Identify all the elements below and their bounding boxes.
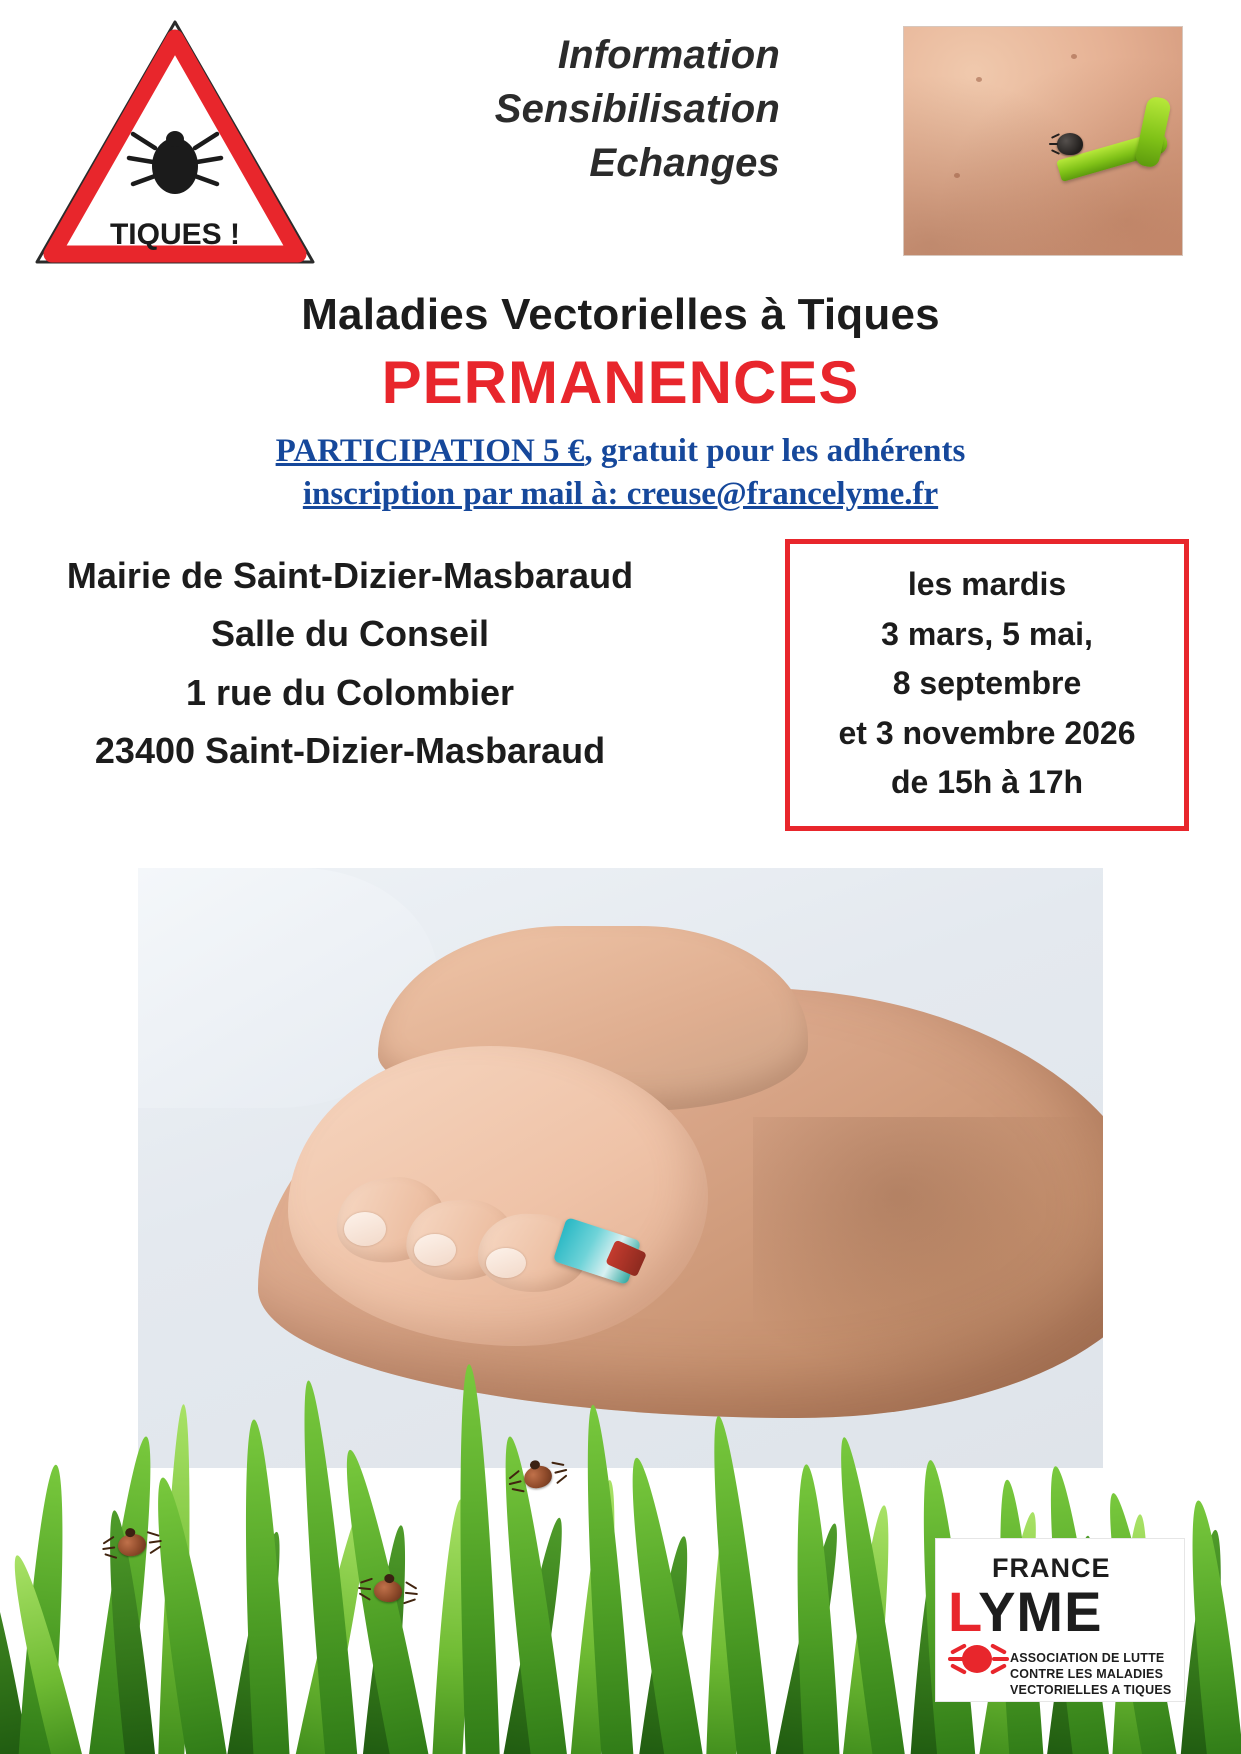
permanences-title: PERMANENCES <box>381 349 860 416</box>
photo-tick-removal <box>903 26 1183 256</box>
dates-box <box>785 539 1189 831</box>
page-title: Maladies Vectorielles à Tiques <box>301 290 940 339</box>
logo-lyme-initial: L <box>948 1580 979 1643</box>
poster-header <box>0 0 1241 280</box>
fingernail <box>414 1234 456 1266</box>
dates-line-2: 3 mars, 5 mai, <box>881 615 1093 652</box>
slogan-line-2: Sensibilisation <box>494 87 780 131</box>
logo-subtitle-line-3: VECTORIELLES A TIQUES <box>1010 1683 1172 1697</box>
logo-subtitle-line-2: CONTRE LES MALADIES <box>1010 1667 1164 1681</box>
fingernail <box>486 1248 526 1278</box>
logo-tick-icon <box>950 1633 1008 1689</box>
address-line-3: 1 rue du Colombier <box>185 671 515 713</box>
fingernail <box>344 1212 386 1246</box>
logo-subtitle-line-1: ASSOCIATION DE LUTTE <box>1010 1651 1165 1665</box>
slogan-line-3: Echanges <box>589 141 780 185</box>
dates-line-1: les mardis <box>907 566 1067 602</box>
tick-on-skin <box>1057 133 1083 155</box>
france-lyme-logo <box>935 1538 1185 1702</box>
dates-line-4: et 3 novembre 2026 <box>838 714 1136 751</box>
details-section <box>0 539 1241 819</box>
tweezers-icon <box>1049 91 1183 211</box>
skin-pore <box>954 173 960 178</box>
address-line-2: Salle du Conseil <box>210 613 490 655</box>
logo-lyme-text <box>948 1580 1172 1643</box>
logo-france-text: FRANCE <box>992 1553 1111 1583</box>
tick-on-grass <box>367 1574 410 1608</box>
logo-subtitle <box>1010 1650 1172 1698</box>
inscription-line: inscription par mail à: creuse@francelyme.fr <box>302 476 939 512</box>
svg-text:TIQUES !: TIQUES ! <box>109 218 241 251</box>
tick-on-grass <box>110 1527 154 1562</box>
participation-line <box>0 433 1241 470</box>
participation-note: , gratuit pour les adhérents <box>584 433 966 469</box>
slogan-block <box>240 28 780 190</box>
address-line-4: 23400 Saint-Dizier-Masbaraud <box>94 729 606 771</box>
dates-line-5: de 15h à 17h <box>890 764 1084 801</box>
photo-hands-and-grass <box>0 868 1241 1754</box>
address-line-1: Mairie de Saint-Dizier-Masbaraud <box>66 555 634 596</box>
venue-address <box>0 547 700 780</box>
slogan-line-1: Information <box>557 33 780 77</box>
dates-line-3: 8 septembre <box>892 665 1082 702</box>
participation-amount: PARTICIPATION 5 € <box>275 433 585 469</box>
logo-lyme-rest: YME <box>978 1580 1103 1643</box>
tick-on-grass <box>515 1458 561 1497</box>
